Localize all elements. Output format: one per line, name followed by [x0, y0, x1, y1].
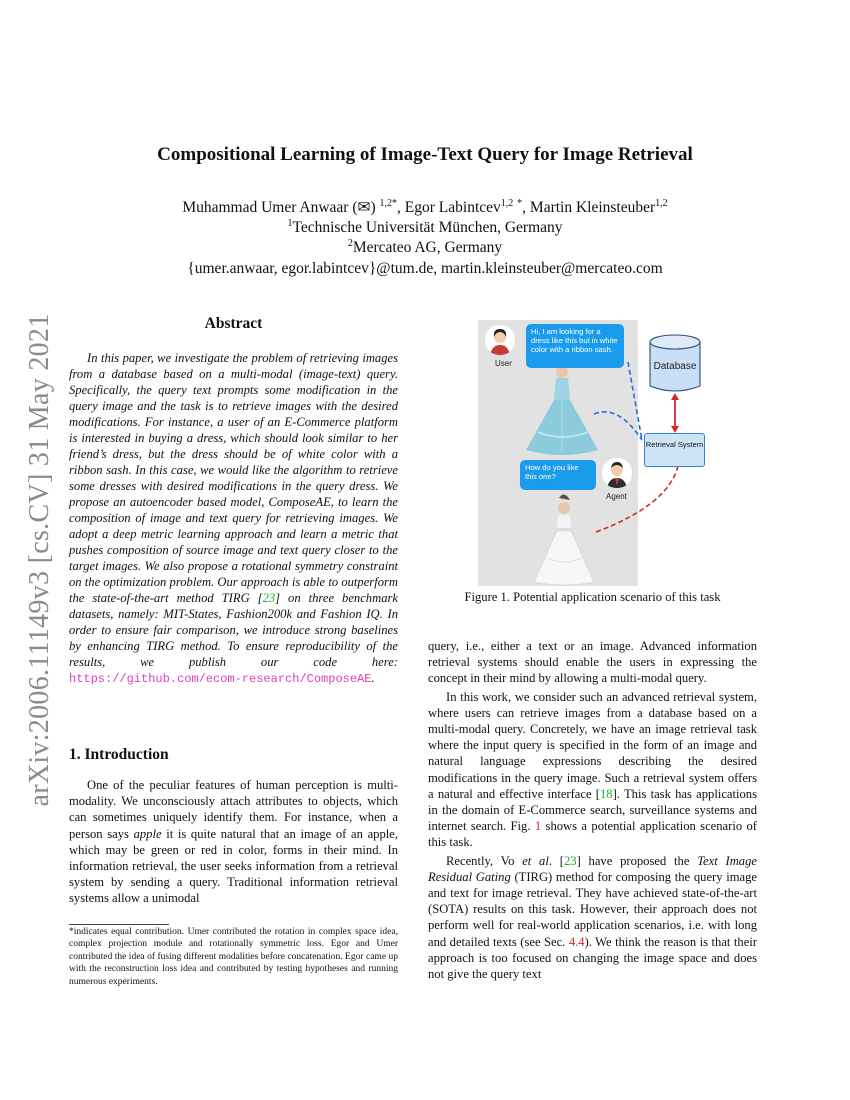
- envelope-icon: ✉: [357, 199, 371, 216]
- user-label: User: [495, 359, 512, 368]
- affiliation-1: $^1$Technische Universität München, Germany: [287, 217, 563, 236]
- author-1-affil: 1,2*: [379, 197, 398, 209]
- figure-1: [478, 320, 708, 588]
- section-heading-introduction: 1. Introduction: [69, 746, 169, 763]
- author-2-affil: 1,2: [500, 197, 514, 209]
- intro-paragraph: One of the peculiar features of human perception is multi-modality. We unconsciously attach attributes to objects, which can sometimes uniquely identify them. For instance, when a person says apple it is quite natural that an image of an apple, which may be green or red in color, forms in their mind. In information retrieval, the user seeks information from a retrieval system by sending a query. Traditional information retrieval systems allow a unimodal: [69, 778, 398, 906]
- right-paragraph-2: Recently, Vo et al. [23] have proposed the Text Image Residual Gating (TIRG) method for composing the query image and text for image retrieval. They have achieved state-of-the-art (SOTA) results on this task. However, their approach does not perform well for real-world application scenarios, i.e. with long and detailed texts (see Sec. 4.4). We think the reason is that their approach is too focused on changing the image space and does not give the query text: [428, 853, 757, 982]
- author-3: , Martin Kleinsteuber: [522, 199, 656, 216]
- right-paragraph-0: query, i.e., either a text or an image. Advanced information retrieval systems should enable the users in expressing the concept in their mind by allowing a multi-modal query.: [428, 639, 757, 686]
- code-url-link[interactable]: https://github.com/ecom-research/ComposeAE: [69, 672, 372, 686]
- affiliation-2: $^2$Mercateo AG, Germany: [347, 237, 503, 256]
- query-image-arrow: [594, 412, 642, 440]
- footnote-divider: [69, 924, 169, 925]
- retrieval-system-box: Retrieval System: [644, 433, 705, 467]
- figure-1-caption: Figure 1. Potential application scenario of this task: [464, 590, 721, 604]
- right-column-body: [428, 638, 757, 984]
- query-dress-image: [526, 366, 598, 455]
- abstract-body: In this paper, we investigate the problem of retrieving images from a database based on a multi-modal (image-text) query. Specifically, the query text prompts some modification in the query image and the task is to retrieve images with the desired modifications. For instance, a user of an E-Commerce platform is interested in buying a dress, which should look similar to her friend’s dress, but the dress should be of white color with a ribbon sash. In this case, we would like the algorithm to retrieve some dresses with desired modifications in the query dress. We propose an autoencoder based model, ComposeAE, to learn the composition of image and text query for retrieving images. We adopt a deep metric learning approach and learn a metric that pushes composition of source image and text query closer to the target images. We also propose a rotational symmetry constraint on the optimization problem. Our approach is able to outperform the state-of-the-art method TIRG [23] on three benchmark datasets, namely: MIT-States, Fashion200k and Fashion IQ. In order to ensure fair comparison, we introduce strong baselines by enhancing TIRG method. To ensure reproducibility of the results, we publish our code here: https://github.com/ecom-research/ComposeAE.: [69, 351, 398, 686]
- citation-link[interactable]: 23: [563, 853, 577, 868]
- retrieved-dress-image: [534, 494, 594, 585]
- author-1: Muhammad Umer Anwaar (: [182, 199, 358, 216]
- user-query-bubble: Hi, I am looking for a dress like this but in white color with a ribbon sash.: [526, 324, 624, 368]
- paper-title: Compositional Learning of Image-Text Query for Image Retrieval: [157, 144, 693, 165]
- user-avatar: [484, 324, 516, 356]
- query-text-arrow: [628, 362, 642, 440]
- abstract-heading: Abstract: [204, 315, 263, 332]
- agent-reply-bubble: How do you like this one?: [520, 460, 596, 490]
- author-2-mark: *: [517, 197, 523, 209]
- author-3-affil: 1,2: [655, 197, 668, 209]
- author-emails: {umer.anwaar, egor.labintcev}@tum.de, martin.kleinsteuber@mercateo.com: [187, 260, 663, 277]
- citation-link[interactable]: 18: [600, 786, 613, 801]
- footnote: *indicates equal contribution. Umer contributed the rotation in complex space idea, complex projection module and rotationally symmetric loss. Egor and Umer contributed the idea of fusing different modalities before concatenation. Egor came up with the reconstruction loss idea and contributed by testing hypotheses and running numerous experiments.: [69, 927, 398, 987]
- agent-label: Agent: [606, 492, 627, 501]
- introduction-body: [69, 777, 398, 909]
- figure-ref-link[interactable]: 1: [534, 819, 542, 834]
- author-2: , Egor Labintcev: [397, 199, 501, 216]
- right-paragraph-1: In this work, we consider such an advanced retrieval system, where users can retrieve images from a database based on a multi-modal query. Concretely, we have an image retrieval task where the input query is specified in the form of an image and natural language expressions describing the desired modifications in the query image. Such a retrieval system offers a natural and effective interface [18]. This task has applications in the domain of E-Commerce search, surveillance systems and internet search. Fig. 1 shows a potential application scenario of this task.: [428, 689, 758, 850]
- author-line: Muhammad Umer Anwaar (✉) $^{1,2*}$, Egor Labintcev$^{1,2}$ *, Martin Kleinsteuber$^{1,2}$: [182, 197, 668, 216]
- agent-avatar: [601, 457, 633, 489]
- citation-link[interactable]: 23: [262, 591, 276, 605]
- section-ref-link[interactable]: 4.4: [568, 934, 585, 949]
- arxiv-side-stamp: arXiv:2006.11149v3 [cs.CV] 31 May 2021: [24, 313, 55, 807]
- database-label: Database: [653, 361, 697, 372]
